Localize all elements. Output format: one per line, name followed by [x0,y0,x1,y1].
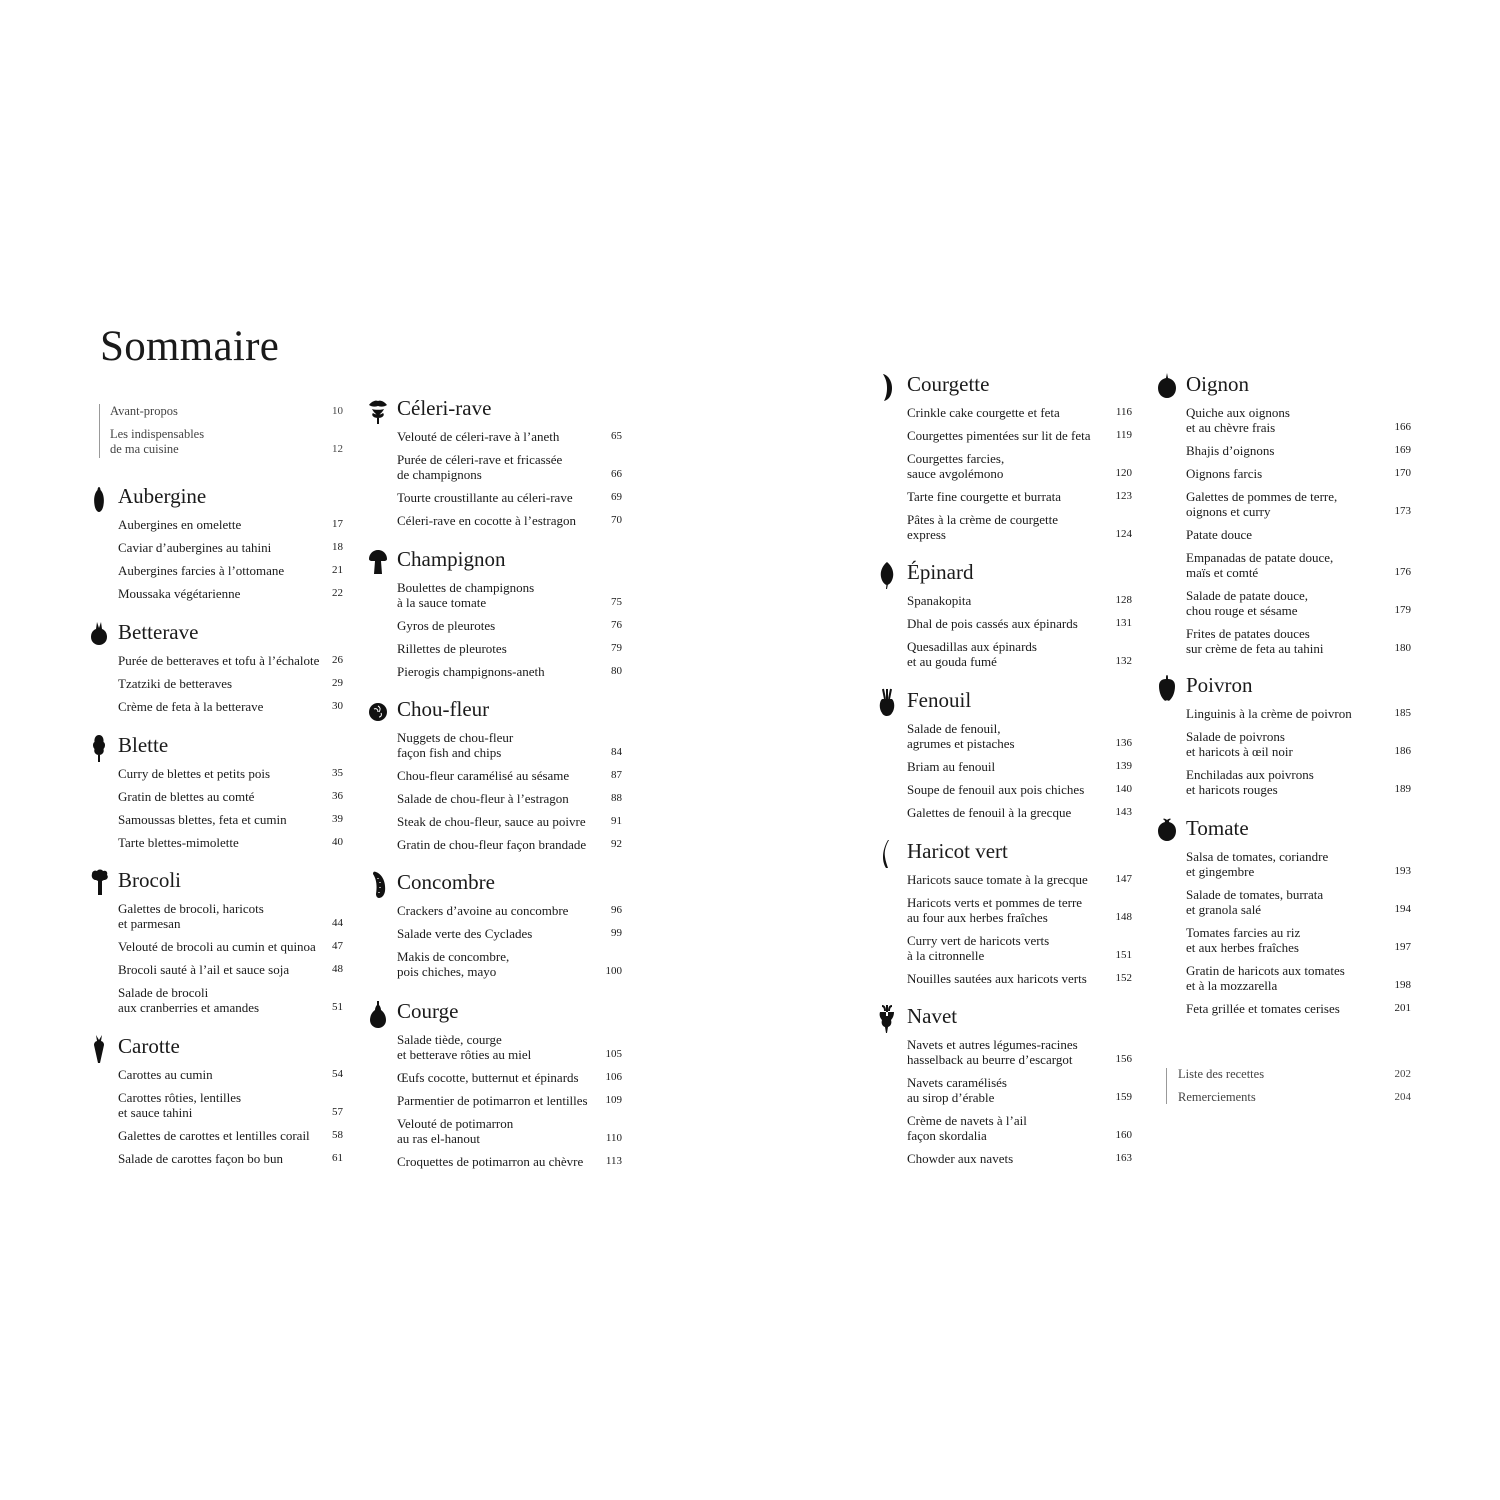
cucumber-icon [365,868,391,902]
front-matter-entry[interactable] [110,427,343,457]
section-title[interactable]: Tomate [1186,816,1249,840]
recipe-entry[interactable] [1186,626,1411,656]
recipe-entry[interactable] [1186,550,1411,580]
entry-title: Velouté de céleri-rave à l’aneth [397,429,560,444]
entry-title: Makis de concombre, pois chiches, mayo [397,949,510,979]
page-number: 84 [611,746,622,758]
page-number: 116 [1115,406,1132,418]
page-number: 29 [332,677,343,689]
beetroot-icon [86,618,112,652]
chard-icon [86,731,112,765]
recipe-entry[interactable] [118,962,343,977]
page-number: 80 [611,665,622,677]
recipe-entry[interactable] [1186,767,1411,797]
entry-title: Moussaka végétarienne [118,586,241,601]
recipe-entry[interactable] [397,580,622,610]
entry-title: Curry de blettes et petits pois [118,766,271,781]
entry-title: Gratin de haricots aux tomates et à la mozzarella [1186,963,1345,993]
entry-title: Œufs cocotte, butternut et épinards [397,1070,579,1085]
cauliflower-icon [365,695,391,729]
entry-title: Salsa de tomates, coriandre et gingembre [1186,849,1329,879]
entry-title: Chowder aux navets [907,1151,1014,1166]
recipe-entry[interactable] [397,429,622,444]
entry-title: Crème de feta à la betterave [118,699,264,714]
entry-title: Briam au fenouil [907,759,996,774]
section-title[interactable]: Fenouil [907,688,972,712]
page-number: 152 [1115,972,1132,984]
carrot-icon [86,1032,112,1066]
section-title[interactable]: Haricot vert [907,839,1008,863]
page-number: 156 [1115,1053,1132,1065]
page-number: 76 [611,619,622,631]
page-number: 132 [1115,655,1132,667]
recipe-entry[interactable] [397,1154,622,1169]
page-number: 176 [1394,566,1411,578]
section-title[interactable]: Oignon [1186,372,1249,396]
recipe-entry[interactable] [118,563,343,578]
entry-title: Oignons farcis [1186,466,1263,481]
page-number: 105 [605,1048,622,1060]
back-matter-entry[interactable] [1178,1090,1411,1105]
recipe-entry[interactable] [1186,963,1411,993]
recipe-entry[interactable] [118,676,343,691]
page-number: 106 [605,1071,622,1083]
page-number: 12 [332,443,343,455]
recipe-entry[interactable] [397,1070,622,1085]
zucchini-icon [874,370,900,404]
entry-title: Salade verte des Cyclades [397,926,533,941]
recipe-entry[interactable] [397,618,622,633]
recipe-entry[interactable] [1186,887,1411,917]
recipe-entry[interactable] [397,1116,622,1146]
recipe-entry[interactable] [907,895,1132,925]
recipe-entry[interactable] [907,1075,1132,1105]
recipe-entry[interactable] [118,766,343,781]
recipe-entry[interactable] [118,1151,343,1166]
entry-title: Remerciements [1178,1090,1256,1104]
recipe-entry[interactable] [397,949,622,979]
page-number: 44 [332,917,343,929]
subsection-label[interactable] [1186,527,1411,542]
page-number: 193 [1394,865,1411,877]
page-number: 166 [1394,421,1411,433]
recipe-entry[interactable] [397,1032,622,1062]
entry-title: Caviar d’aubergines au tahini [118,540,272,555]
recipe-entry[interactable] [397,903,622,918]
entry-title: Courgettes pimentées sur lit de feta [907,428,1091,443]
entry-title: Salade de fenouil, agrumes et pistaches [907,721,1015,751]
page-number: 58 [332,1129,343,1141]
recipe-entry[interactable] [397,641,622,656]
entry-title: Carottes au cumin [118,1067,213,1082]
entry-title: Purée de céleri-rave et fricassée de champignons [397,452,563,482]
turnip-icon [874,1002,900,1036]
recipe-entry[interactable] [907,759,1132,774]
recipe-entry[interactable] [907,782,1132,797]
page-number: 10 [332,405,343,417]
entry-title: Salade de chou-fleur à l’estragon [397,791,569,806]
entry-title: Spanakopita [907,593,972,608]
entry-title: Empanadas de patate douce, maïs et comté [1186,550,1334,580]
page-number: 119 [1115,429,1132,441]
recipe-entry[interactable] [907,489,1132,504]
divider-line [1166,1068,1167,1104]
recipe-entry[interactable] [397,452,622,482]
entry-title: Salade de brocoli aux cranberries et amandes [118,985,260,1015]
page-number: 35 [332,767,343,779]
page-number: 88 [611,792,622,804]
entry-title: Tarte blettes-mimolette [118,835,239,850]
recipe-entry[interactable] [1186,405,1411,435]
entry-title: Chou-fleur caramélisé au sésame [397,768,570,783]
aubergine-icon [86,482,112,516]
entry-title: Tarte fine courgette et burrata [907,489,1062,504]
page-number: 109 [605,1094,622,1106]
recipe-entry[interactable] [907,872,1132,887]
recipe-entry[interactable] [1186,489,1411,519]
entry-title: Gyros de pleurotes [397,618,496,633]
page-number: 140 [1115,783,1132,795]
page-number: 79 [611,642,622,654]
entry-title: Haricots sauce tomate à la grecque [907,872,1088,887]
entry-title: Boulettes de champignons à la sauce tomate [397,580,535,610]
page-number: 30 [332,700,343,712]
page-number: 61 [332,1152,343,1164]
page-number: 54 [332,1068,343,1080]
entry-title: Parmentier de potimarron et lentilles [397,1093,588,1108]
recipe-entry[interactable] [118,789,343,804]
entry-title: Croquettes de potimarron au chèvre [397,1154,584,1169]
recipe-entry[interactable] [397,791,622,806]
page-number: 173 [1394,505,1411,517]
page-number: 160 [1115,1129,1132,1141]
page-number: 179 [1394,604,1411,616]
page-number: 48 [332,963,343,975]
entry-title: Crinkle cake courgette et feta [907,405,1060,420]
recipe-entry[interactable] [118,985,343,1015]
entry-title: Bhajis d’oignons [1186,443,1275,458]
entry-title: Frites de patates douces sur crème de feta au tahini [1186,626,1324,656]
page-number: 47 [332,940,343,952]
recipe-entry[interactable] [907,616,1132,631]
page-number: 189 [1394,783,1411,795]
entry-title: Salade de tomates, burrata et granola salé [1186,887,1324,917]
page-number: 57 [332,1106,343,1118]
section-title[interactable]: Champignon [397,547,506,571]
entry-title: Aubergines en omelette [118,517,242,532]
page-number: 194 [1394,903,1411,915]
page-title: Sommaire [100,323,280,370]
section-title[interactable]: Betterave [118,620,199,644]
recipe-entry[interactable] [118,517,343,532]
page-number: 151 [1115,949,1132,961]
entry-title: Velouté de brocoli au cumin et quinoa [118,939,316,954]
entry-title: Navets caramélisés au sirop d’érable [907,1075,1007,1105]
entry-title: Patate douce [1186,527,1253,542]
entry-title: Aubergines farcies à l’ottomane [118,563,285,578]
fennel-icon [874,686,900,720]
entry-title: Liste des recettes [1178,1067,1265,1081]
entry-title: Les indispensables de ma cuisine [110,427,205,456]
page-number: 18 [332,541,343,553]
page-number: 120 [1115,467,1132,479]
page-number: 87 [611,769,622,781]
entry-title: Galettes de pommes de terre, oignons et curry [1186,489,1338,519]
recipe-entry[interactable] [118,812,343,827]
recipe-entry[interactable] [397,926,622,941]
page-number: 110 [605,1132,622,1144]
recipe-entry[interactable] [907,721,1132,751]
section-title[interactable]: Poivron [1186,673,1253,697]
entry-title: Quiche aux oignons et au chèvre frais [1186,405,1290,435]
front-matter-entry[interactable] [110,404,343,419]
recipe-entry[interactable] [907,451,1132,481]
recipe-entry[interactable] [397,814,622,829]
page-number: 66 [611,468,622,480]
recipe-entry[interactable] [397,490,622,505]
entry-title: Salade de patate douce, chou rouge et sésame [1186,588,1308,618]
entry-title: Salade de poivrons et haricots à œil noir [1186,729,1293,759]
section-title[interactable]: Aubergine [118,484,207,508]
page-number: 39 [332,813,343,825]
entry-title: Galettes de fenouil à la grecque [907,805,1072,820]
page-number: 204 [1394,1091,1411,1103]
page-number: 65 [611,430,622,442]
page-number: 22 [332,587,343,599]
recipe-entry[interactable] [118,939,343,954]
broccoli-icon [86,866,112,900]
section-title[interactable]: Concombre [397,870,495,894]
section-title[interactable]: Céleri-rave [397,396,492,420]
recipe-entry[interactable] [907,805,1132,820]
page-number: 202 [1394,1068,1411,1080]
section-title[interactable]: Courge [397,999,459,1023]
recipe-entry[interactable] [118,1090,343,1120]
entry-title: Tomates farcies au riz et aux herbes fraîches [1186,925,1301,955]
recipe-entry[interactable] [907,639,1132,669]
page-number: 21 [332,564,343,576]
recipe-entry[interactable] [1186,466,1411,481]
page-number: 170 [1394,467,1411,479]
entry-title: Navets et autres légumes-racines hasselback au beurre d’escargot [907,1037,1078,1067]
page-number: 92 [611,838,622,850]
page-number: 185 [1394,707,1411,719]
entry-title: Rillettes de pleurotes [397,641,507,656]
section-title[interactable]: Épinard [907,560,974,584]
entry-title: Nuggets de chou-fleur façon fish and chips [397,730,514,760]
page-number: 123 [1115,490,1132,502]
page-number: 51 [332,1001,343,1013]
pepper-icon [1154,671,1180,705]
recipe-entry[interactable] [118,586,343,601]
recipe-entry[interactable] [118,1067,343,1082]
page-number: 163 [1115,1152,1132,1164]
entry-title: Linguinis à la crème de poivron [1186,706,1352,721]
recipe-entry[interactable] [118,540,343,555]
page-number: 186 [1394,745,1411,757]
recipe-entry[interactable] [907,1151,1132,1166]
entry-title: Brocoli sauté à l’ail et sauce soja [118,962,290,977]
page-number: 26 [332,654,343,666]
page-number: 75 [611,596,622,608]
tomato-icon [1154,814,1180,848]
recipe-entry[interactable] [1186,706,1411,721]
entry-title: Steak de chou-fleur, sauce au poivre [397,814,586,829]
entry-title: Samoussas blettes, feta et cumin [118,812,287,827]
entry-title: Avant-propos [110,404,178,418]
section-title[interactable]: Courgette [907,372,990,396]
recipe-entry[interactable] [118,835,343,850]
page-number: 143 [1115,806,1132,818]
section-title[interactable]: Chou-fleur [397,697,490,721]
section-title[interactable]: Blette [118,733,169,757]
recipe-entry[interactable] [1186,1001,1411,1016]
entry-title: Dhal de pois cassés aux épinards [907,616,1078,631]
entry-title: Soupe de fenouil aux pois chiches [907,782,1085,797]
recipe-entry[interactable] [1186,849,1411,879]
entry-title: Salade de carottes façon bo bun [118,1151,283,1166]
entry-title: Haricots verts et pommes de terre au four aux herbes fraîches [907,895,1083,925]
recipe-entry[interactable] [397,1093,622,1108]
green-bean-icon [874,837,900,871]
page-number: 147 [1115,873,1132,885]
page-number: 17 [332,518,343,530]
page-number: 128 [1115,594,1132,606]
entry-title: Courgettes farcies, sauce avgolémono [907,451,1005,481]
recipe-entry[interactable] [907,971,1132,986]
page-number: 91 [611,815,622,827]
entry-title: Crackers d’avoine au concombre [397,903,569,918]
recipe-entry[interactable] [118,653,343,668]
entry-title: Galettes de brocoli, haricots et parmesan [118,901,264,931]
entry-title: Enchiladas aux poivrons et haricots rouges [1186,767,1314,797]
entry-title: Curry vert de haricots verts à la citronnelle [907,933,1050,963]
entry-title: Velouté de potimarron au ras el-hanout [397,1116,514,1146]
recipe-entry[interactable] [1186,925,1411,955]
entry-title: Quesadillas aux épinards et au gouda fumé [907,639,1037,669]
recipe-entry[interactable] [907,512,1132,542]
page-number: 198 [1394,979,1411,991]
page-number: 180 [1394,642,1411,654]
recipe-entry[interactable] [907,428,1132,443]
entry-title: Carottes rôties, lentilles et sauce tahini [118,1090,242,1120]
entry-title: Tourte croustillante au céleri-rave [397,490,573,505]
page-number: 169 [1394,444,1411,456]
divider-line [99,404,100,458]
entry-title: Purée de betteraves et tofu à l’échalote [118,653,320,668]
page-number: 139 [1115,760,1132,772]
page-number: 159 [1115,1091,1132,1103]
recipe-entry[interactable] [907,1037,1132,1067]
celeriac-icon [365,394,391,428]
recipe-entry[interactable] [397,768,622,783]
page-number: 36 [332,790,343,802]
entry-title: Pâtes à la crème de courgette express [907,512,1058,542]
recipe-entry[interactable] [118,699,343,714]
recipe-entry[interactable] [907,933,1132,963]
entry-title: Crème de navets à l’ail façon skordalia [907,1113,1027,1143]
entry-title: Salade tiède, courge et betterave rôties au miel [397,1032,532,1062]
section-title[interactable]: Navet [907,1004,958,1028]
recipe-entry[interactable] [1186,443,1411,458]
entry-title: Nouilles sautées aux haricots verts [907,971,1087,986]
recipe-entry[interactable] [907,593,1132,608]
page-number: 40 [332,836,343,848]
recipe-entry[interactable] [397,730,622,760]
recipe-entry[interactable] [397,513,622,528]
entry-title: Céleri-rave en cocotte à l’estragon [397,513,577,528]
page-number: 96 [611,904,622,916]
section-title[interactable]: Brocoli [118,868,181,892]
page-number: 99 [611,927,622,939]
recipe-entry[interactable] [397,837,622,852]
onion-icon [1154,370,1180,404]
page-number: 124 [1115,528,1132,540]
page-number: 148 [1115,911,1132,923]
recipe-entry[interactable] [1186,588,1411,618]
entry-title: Gratin de blettes au comté [118,789,255,804]
recipe-entry[interactable] [118,1128,343,1143]
squash-icon [365,997,391,1031]
spinach-icon [874,558,900,592]
mushroom-icon [365,545,391,579]
recipe-entry[interactable] [118,901,343,931]
page-number: 197 [1394,941,1411,953]
page-number: 136 [1115,737,1132,749]
page-number: 113 [605,1155,622,1167]
entry-title: Tzatziki de betteraves [118,676,233,691]
section-title[interactable]: Carotte [118,1034,180,1058]
recipe-entry[interactable] [907,405,1132,420]
recipe-entry[interactable] [397,664,622,679]
page-number: 70 [611,514,622,526]
entry-title: Pierogis champignons-aneth [397,664,545,679]
back-matter-entry[interactable] [1178,1067,1411,1082]
page-number: 69 [611,491,622,503]
page-number: 100 [605,965,622,977]
entry-title: Gratin de chou-fleur façon brandade [397,837,587,852]
recipe-entry[interactable] [907,1113,1132,1143]
entry-title: Feta grillée et tomates cerises [1186,1001,1340,1016]
page-number: 201 [1394,1002,1411,1014]
recipe-entry[interactable] [1186,729,1411,759]
entry-title: Galettes de carottes et lentilles corail [118,1128,310,1143]
page-number: 131 [1115,617,1132,629]
